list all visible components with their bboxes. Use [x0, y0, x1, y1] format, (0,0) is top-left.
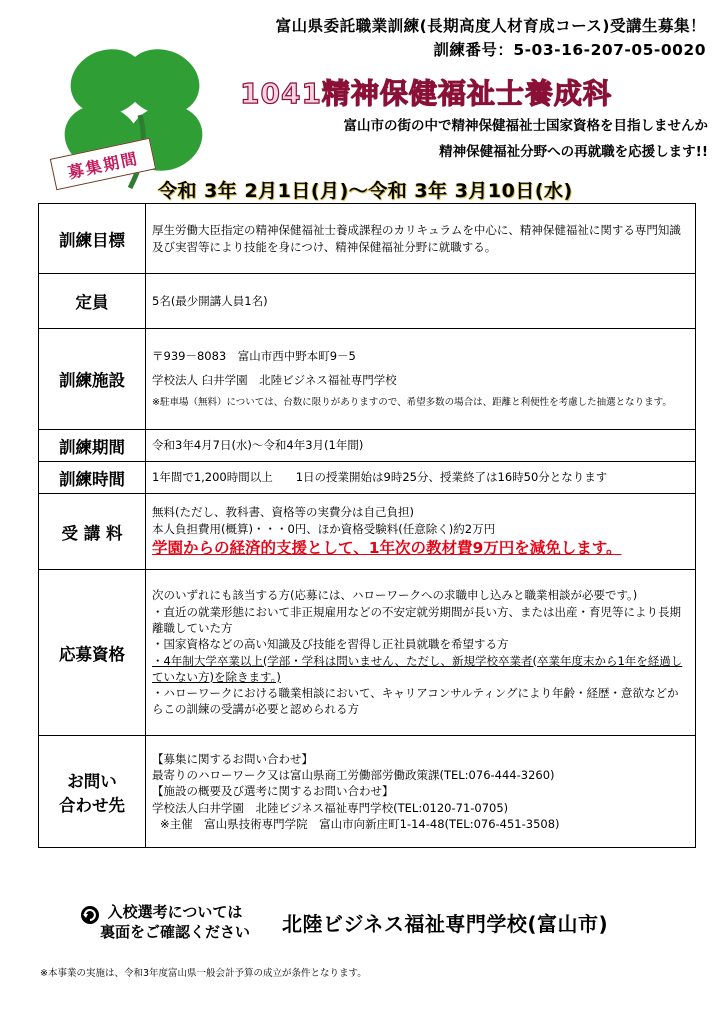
info-table: [38, 203, 696, 848]
row-hours: [39, 462, 696, 494]
course-title: 1041精神保健福祉士養成科: [240, 77, 612, 110]
contact-organizer: ※主催 富山県技術専門学院 富山市向新庄町1-14-48(TEL:076-451-3508): [160, 816, 560, 831]
catch-line-2: 精神保健福祉分野への再就職を応援します!!: [439, 144, 708, 160]
row-contact: [39, 736, 696, 848]
label-capacity: 定員: [39, 274, 146, 329]
value-term: 令和3年4月7日(水)～令和4年3月(1年間): [146, 430, 696, 462]
training-number: 訓練番号：5-03-16-207-05-0020: [433, 41, 706, 59]
contact-recruit: 最寄りのハローワーク又は富山県商工労働部労働政策課(TEL:076-444-3260): [152, 768, 555, 782]
row-eligibility: [39, 570, 696, 736]
facility-school: 学校法人 臼井学園 北陸ビジネス福祉専門学校: [152, 372, 397, 387]
recruitment-period-badge: 募集期間: [50, 138, 156, 191]
row-fee: [39, 494, 696, 570]
label-term: 訓練期間: [39, 430, 146, 462]
contact-heading-recruit: 【募集に関するお問い合わせ】: [152, 751, 313, 766]
eligibility-item-4: ・ハローワークにおける職業相談において、キャリアコンサルティングにより年齢・経歴・意欲などからこの訓練の受講が必要と認められる方: [152, 686, 679, 717]
school-name: 北陸ビジネス福祉専門学校(富山市): [282, 912, 609, 936]
row-goal: [39, 204, 696, 274]
header-recruit-line: 富山県委託職業訓練(長期高度人材育成コース)受講生募集！: [275, 17, 706, 35]
label-contact-line-2: 合わせ先: [59, 795, 125, 815]
selection-note-line-1: 入校選考については: [107, 903, 243, 921]
facility-parking-note: ※駐車場（無料）については、台数に限りがありますので、希望多数の場合は、距離と利便性を考慮した抽選となります。: [152, 397, 672, 409]
value-fee: [146, 494, 696, 570]
facility-address: 〒939－8083 富山市西中野本町9－5: [152, 348, 356, 363]
value-capacity: 5名(最少開講人員1名): [146, 274, 696, 329]
recruitment-period: 令和 3年 2月1日(月)～令和 3年 3月10日(水): [158, 180, 573, 202]
selection-note: [100, 903, 250, 942]
fee-line-1: 無料(ただし、教科書、資格等の実費分は自己負担): [152, 505, 414, 520]
row-capacity: [39, 274, 696, 329]
value-contact: [146, 736, 696, 848]
contact-school: 学校法人臼井学園 北陸ビジネス福祉専門学校(TEL:0120-71-0705): [152, 800, 509, 815]
value-facility: [146, 329, 696, 430]
value-eligibility: [146, 570, 696, 736]
label-facility: 訓練施設: [39, 329, 146, 430]
label-eligibility: 応募資格: [39, 570, 146, 736]
label-goal: 訓練目標: [39, 204, 146, 274]
label-hours: 訓練時間: [39, 462, 146, 494]
contact-heading-facility: 【施設の概要及び選考に関するお問い合わせ】: [152, 784, 394, 799]
value-goal: 厚生労働大臣指定の精神保健福祉士養成課程のカリキュラムを中心に、精神保健福祉に関する専門知識及び実習等により技能を身につけ、精神保健福祉分野に就職する。: [146, 204, 696, 274]
eligibility-intro: 次のいずれにも該当する方(応募には、ハローワークへの求職申し込みと職業相談が必要です。): [152, 588, 638, 603]
eligibility-item-3: ・4年制大学卒業以上(学部・学科は問いません、ただし、新規学校卒業者(卒業年度末から1年を経過していない方)を除きます。): [152, 653, 683, 684]
label-fee: 受 講 料: [39, 494, 146, 570]
label-contact: [39, 736, 146, 848]
value-hours: 1年間で1,200時間以上 1日の授業開始は9時25分、授業終了は16時50分となります: [146, 462, 696, 494]
catch-line-1: 富山市の街の中で精神保健福祉士国家資格を目指しませんか: [343, 118, 708, 134]
label-contact-line-1: お問い: [67, 771, 117, 791]
budget-note: ※本事業の実施は、令和3年度富山県一般会計予算の成立が条件となります。: [40, 968, 367, 979]
row-facility: [39, 329, 696, 430]
eligibility-item-1: ・直近の就業形態において非正規雇用などの不安定就労期間が長い方、または出産・育児等により長期離職していた方: [152, 604, 681, 635]
fee-highlight: 学園からの経済的支援として、1年次の教材費9万円を減免します。: [152, 538, 622, 557]
fee-line-2: 本人負担費用(概算)・・・0円、ほか資格受験料(任意除く)約2万円: [152, 521, 496, 536]
circular-arrow-icon: [80, 905, 100, 925]
selection-note-line-2: 裏面をご確認ください: [100, 922, 251, 941]
row-term: [39, 430, 696, 462]
eligibility-item-2: ・国家資格などの高い知識及び技能を習得し正社員就職を希望する方: [152, 637, 509, 652]
